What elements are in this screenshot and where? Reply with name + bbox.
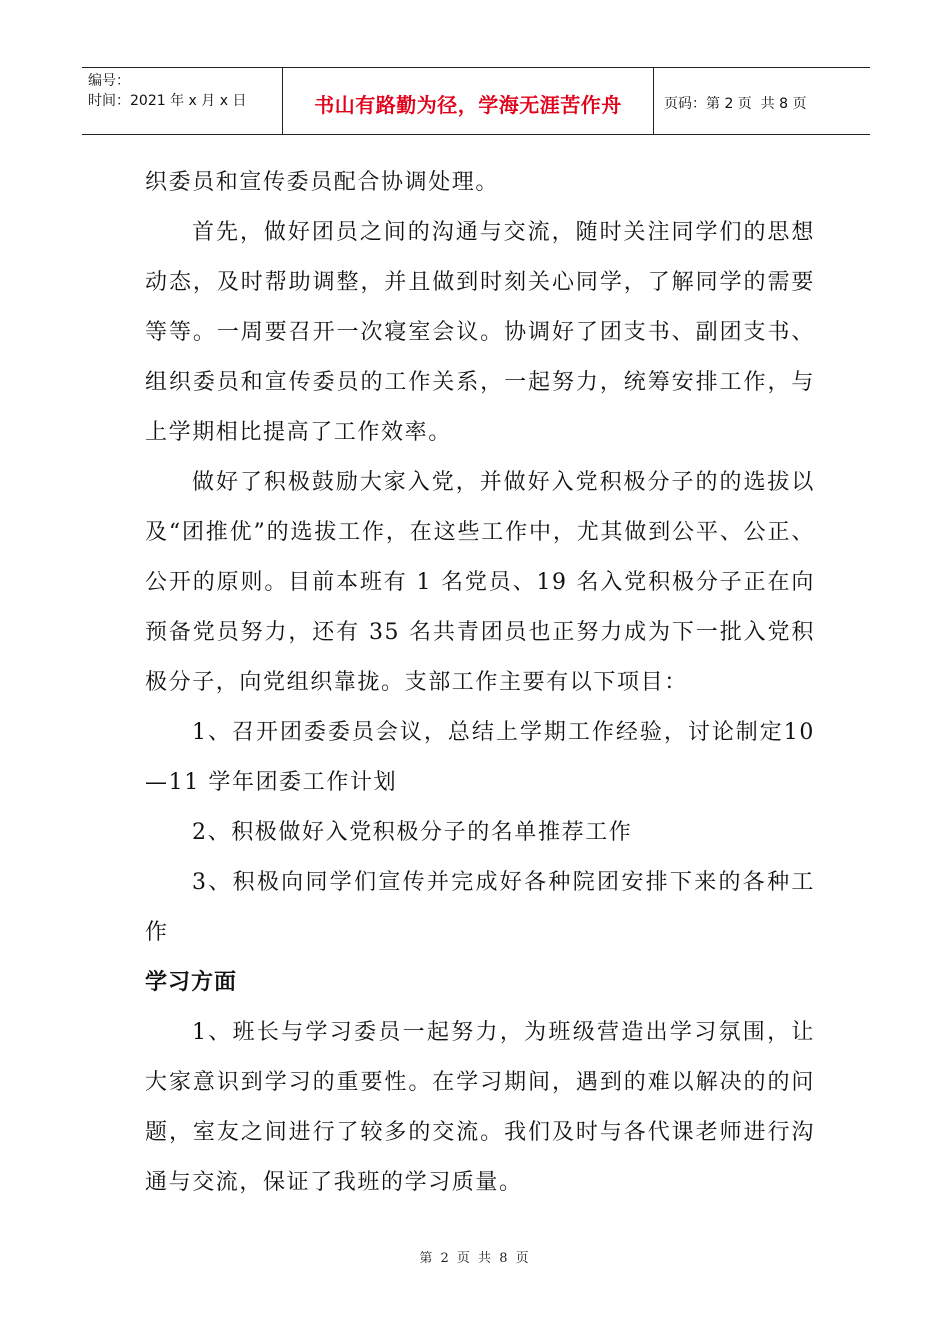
header-page-info	[654, 68, 870, 134]
body-list-item: 1、召开团委委员会议，总结上学期工作经验，讨论制定10—11 学年团委工作计划	[145, 720, 815, 795]
body-paragraph-continued: 织委员和宣传委员配合协调处理。	[145, 170, 500, 195]
body-list-item: 3、积极向同学们宣传并完成好各种院团安排下来的各种工作	[145, 870, 815, 945]
page-footer: 第 2 页 共 8 页	[419, 1251, 531, 1266]
body-paragraph: 做好了积极鼓励大家入党，并做好入党积极分子的的选拔以及“团推优”的选拔工作，在这些工作中，尤其做到公平、公正、公开的原则。目前本班有 1 名党员、19 名入党积极分子正在向预备党员努力，还有 35 名共青团员也正努力成为下一批入党积极分子，向党组织靠拢。支部工作主要有以下项目：	[145, 470, 815, 695]
page-header	[82, 67, 870, 135]
section-heading: 学习方面	[145, 970, 238, 995]
header-page-label: 页码：第 2 页 共 8 页	[664, 96, 807, 112]
section-paragraph: 1、班长与学习委员一起努力，为班级营造出学习氛围，让大家意识到学习的重要性。在学习期间，遇到的难以解决的的问题，室友之间进行了较多的交流。我们及时与各代课老师进行沟通与交流，保证了我班的学习质量。	[145, 1020, 815, 1195]
body-list-item: 2、积极做好入党积极分子的名单推荐工作	[192, 820, 633, 845]
body-paragraph: 首先，做好团员之间的沟通与交流，随时关注同学们的思想动态，及时帮助调整，并且做到时刻关心同学，了解同学的需要等等。一周要召开一次寝室会议。协调好了团支书、副团支书、组织委员和宣传委员的工作关系，一起努力，统筹安排工作，与上学期相比提高了工作效率。	[145, 220, 815, 445]
header-motto: 书山有路勤为径，学海无涯苦作舟	[283, 68, 654, 134]
header-meta	[82, 68, 283, 134]
document-body	[145, 158, 815, 1208]
document-date-label: 时间：2021 年 x 月 x 日	[88, 93, 247, 109]
document-number-label: 编号：	[88, 73, 130, 89]
